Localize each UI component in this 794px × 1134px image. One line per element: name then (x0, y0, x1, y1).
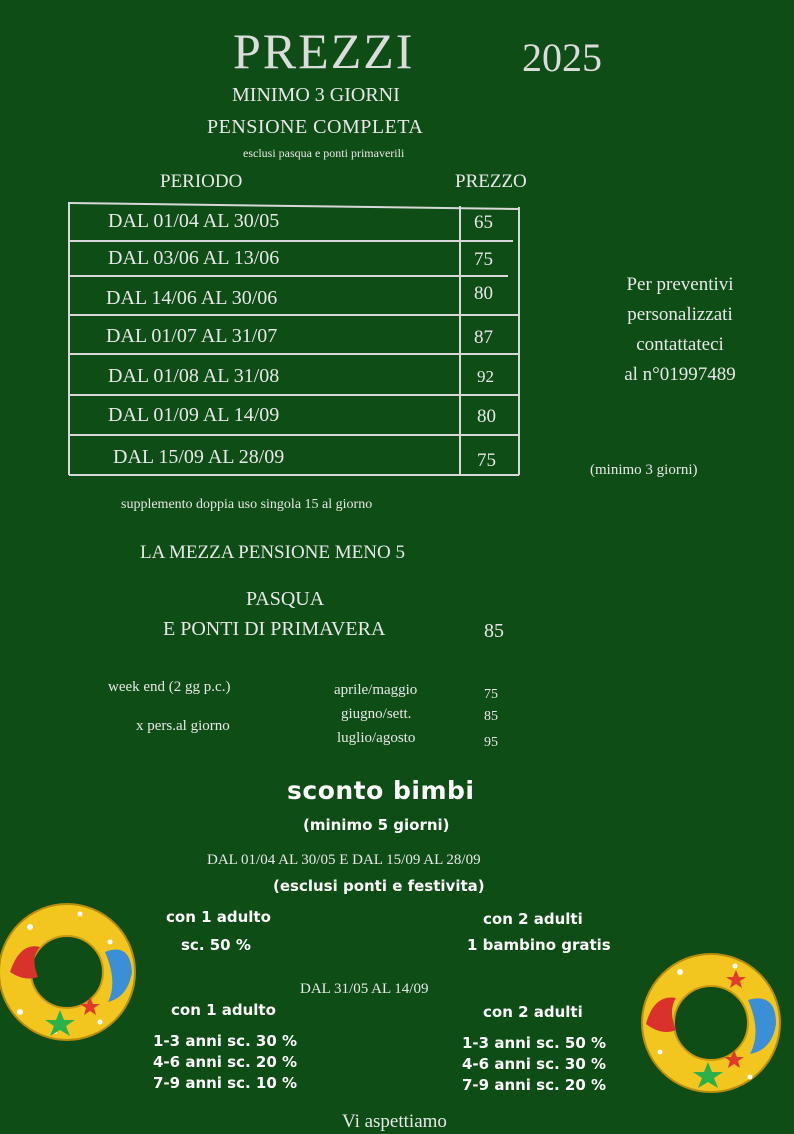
year: 2025 (522, 35, 602, 80)
periodo-cell: DAL 03/06 AL 13/06 (108, 247, 280, 269)
contact-line: personalizzati (627, 304, 733, 325)
weekend-month: luglio/agosto (337, 730, 416, 746)
p1-one-adult-heading: con 1 adulto (166, 908, 271, 926)
pensione-completa: PENSIONE COMPLETA (207, 116, 424, 138)
period-1-dates: DAL 01/04 AL 30/05 E DAL 15/09 AL 28/09 (207, 852, 481, 868)
table-row (68, 241, 520, 280)
weekend-per-person: x pers.al giorno (136, 718, 230, 734)
table-row (68, 440, 520, 479)
prezzo-cell: 65 (474, 212, 493, 233)
p2-two-adults-line: 1-3 anni sc. 50 % (462, 1034, 607, 1052)
p2-one-adult-line: 1-3 anni sc. 30 % (153, 1032, 298, 1050)
contact-phone: al n°01997489 (624, 364, 736, 385)
swim-ring-icon (0, 902, 140, 1042)
pasqua-price: 85 (484, 620, 504, 642)
weekend-month: giugno/sett. (341, 706, 412, 722)
periodo-cell: DAL 01/09 AL 14/09 (108, 404, 280, 426)
sconto-bimbi-title: sconto bimbi (287, 776, 475, 805)
periodo-cell: DAL 15/09 AL 28/09 (113, 446, 285, 468)
table-row (68, 281, 520, 320)
p1-two-adults-heading: con 2 adulti (483, 910, 583, 928)
page-title: PREZZI (233, 23, 415, 79)
contact-minimo: (minimo 3 giorni) (590, 462, 698, 478)
table-row (68, 359, 520, 398)
supplemento-note: supplemento doppia uso singola 15 al giorno (121, 497, 373, 512)
weekend-price: 75 (484, 687, 498, 702)
prezzo-cell: 92 (477, 367, 494, 386)
p1-one-adult-discount: sc. 50 % (181, 936, 251, 954)
esclusi-note: esclusi pasqua e ponti primaverili (243, 146, 405, 160)
weekend-month: aprile/maggio (334, 682, 418, 698)
pasqua-label: PASQUA (246, 588, 325, 610)
p2-one-adult-line: 4-6 anni sc. 20 % (153, 1053, 298, 1071)
p2-two-adults-heading: con 2 adulti (483, 1003, 583, 1021)
contact-line: contattateci (636, 334, 724, 355)
swim-ring-icon (640, 952, 782, 1094)
p2-two-adults-line: 7-9 anni sc. 20 % (462, 1076, 607, 1094)
p2-one-adult-line: 7-9 anni sc. 10 % (153, 1074, 298, 1092)
prezzo-cell: 87 (474, 327, 493, 348)
prezzo-cell: 75 (474, 249, 493, 270)
price-table (68, 201, 520, 476)
prezzo-cell: 80 (474, 283, 493, 304)
periodo-cell: DAL 01/04 AL 30/05 (108, 210, 280, 232)
period-1-esclusi: (esclusi ponti e festivita) (273, 877, 485, 895)
periodo-cell: DAL 01/08 AL 31/08 (108, 365, 280, 387)
weekend-label: week end (2 gg p.c.) (108, 679, 231, 695)
periodo-cell: DAL 14/06 AL 30/06 (106, 287, 278, 309)
weekend-price: 95 (484, 735, 498, 750)
sconto-minimo: (minimo 5 giorni) (303, 816, 450, 834)
table-row (68, 398, 520, 437)
p2-two-adults-line: 4-6 anni sc. 30 % (462, 1055, 607, 1073)
p2-one-adult-heading: con 1 adulto (171, 1001, 276, 1019)
weekend-price: 85 (484, 709, 498, 724)
minimo-giorni: MINIMO 3 GIORNI (232, 84, 400, 106)
contact-note (600, 270, 760, 390)
period-2-dates: DAL 31/05 AL 14/09 (300, 981, 429, 997)
prezzo-cell: 80 (477, 406, 496, 427)
p1-two-adults-discount: 1 bambino gratis (467, 936, 611, 954)
column-header-prezzo: PREZZO (455, 171, 527, 192)
footer-greeting: Vi aspettiamo (342, 1111, 447, 1132)
periodo-cell: DAL 01/07 AL 31/07 (106, 325, 278, 347)
contact-line: Per preventivi (626, 274, 734, 295)
mezza-pensione: LA MEZZA PENSIONE MENO 5 (140, 542, 405, 563)
ponti-label: E PONTI DI PRIMAVERA (163, 618, 386, 640)
table-row (68, 319, 520, 358)
prezzo-cell: 75 (477, 450, 496, 471)
table-row (68, 204, 520, 243)
column-header-periodo: PERIODO (160, 171, 243, 192)
